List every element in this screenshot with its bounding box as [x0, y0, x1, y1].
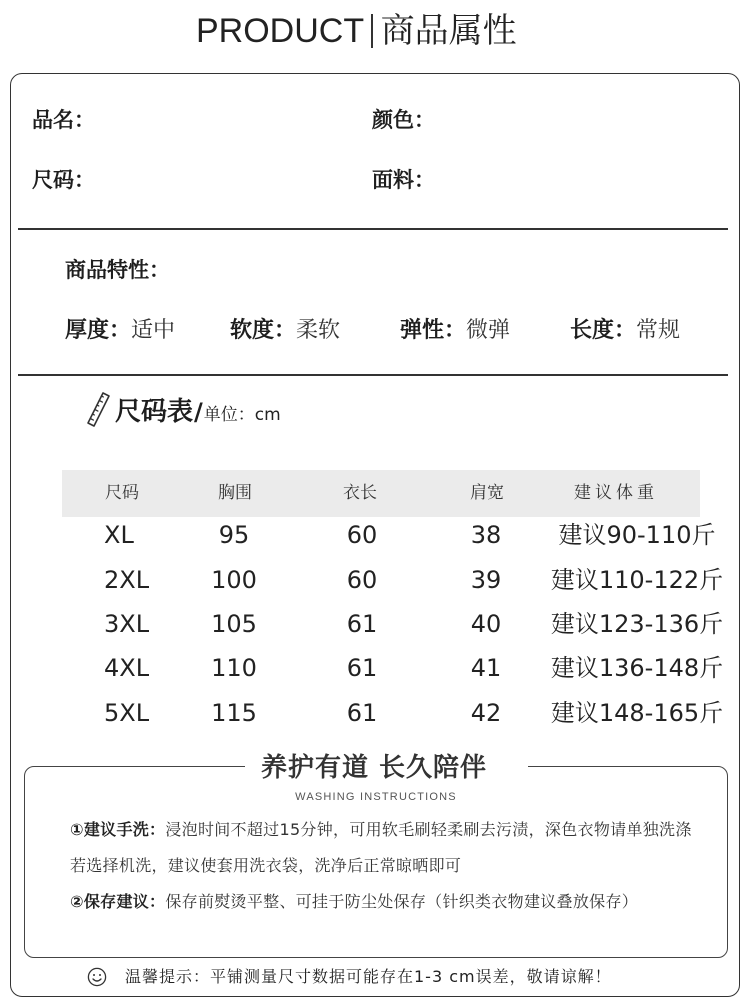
chest-cell: 100 — [211, 566, 257, 594]
chest-cell: 110 — [211, 654, 257, 682]
feature-thickness — [65, 317, 175, 345]
size-cell: 4XL — [104, 654, 150, 682]
smiley-icon — [87, 967, 107, 987]
divider-basic-info — [18, 228, 728, 230]
feature-softness — [230, 317, 340, 345]
shoulder-cell: 39 — [470, 566, 502, 594]
measurement-tip: 温馨提示：平铺测量尺寸数据可能存在1-3 cm误差，敬请谅解！ — [125, 967, 612, 986]
length-cell: 60 — [346, 521, 378, 549]
chest-cell: 115 — [211, 699, 257, 727]
size-chart-title — [115, 396, 281, 428]
ruler-icon — [86, 390, 112, 428]
feature-value: 适中 — [131, 318, 176, 343]
header-separator — [371, 14, 373, 48]
care-storage-text: 保存前熨烫平整、可挂于防尘处保存（针织类衣物建议叠放保存） — [165, 892, 639, 911]
length-cell: 60 — [346, 566, 378, 594]
shoulder-cell: 38 — [470, 521, 502, 549]
care-hand-wash-text: 浸泡时间不超过15分钟，可用软毛刷轻柔刷去污渍，深色衣物请单独洗涤 — [165, 820, 692, 839]
header-title-en: PRODUCT — [196, 12, 365, 50]
length-cell: 61 — [346, 610, 378, 638]
size-cell: 2XL — [104, 566, 150, 594]
care-title: 养护有道 长久陪伴 — [245, 752, 528, 784]
header-title-cn: 商品属性 — [380, 11, 517, 51]
shoulder-cell: 42 — [470, 699, 502, 727]
table-row — [0, 520, 750, 550]
care-storage — [70, 892, 638, 912]
feature-label: 厚度： — [65, 318, 132, 343]
feature-label: 弹性： — [400, 318, 467, 343]
shoulder-cell: 41 — [470, 654, 502, 682]
size-cell: 5XL — [104, 699, 150, 727]
page-header — [196, 11, 517, 51]
care-hand-wash-text-continued: 若选择机洗，建议使套用洗衣袋，洗净后正常晾晒即可 — [70, 856, 462, 875]
shoulder-cell: 40 — [470, 610, 502, 638]
weight-cell: 建议148-165斤 — [550, 699, 724, 727]
care-hand-wash-continued — [70, 856, 461, 876]
length-cell: 61 — [346, 654, 378, 682]
feature-label: 软度： — [230, 318, 297, 343]
size-chart-separator: / — [194, 398, 203, 426]
size-table-header — [0, 470, 750, 517]
column-header-chest: 胸围 — [218, 483, 252, 503]
size-cell: XL — [104, 521, 134, 549]
column-header-length: 衣长 — [343, 483, 377, 503]
product-name-label: 品名： — [32, 108, 95, 132]
care-subtitle: WASHING INSTRUCTIONS — [295, 791, 457, 803]
chest-cell: 105 — [211, 610, 257, 638]
care-hand-wash-label: ①建议手洗： — [70, 820, 166, 839]
features-title: 商品特性： — [65, 258, 170, 282]
table-row — [0, 609, 750, 639]
care-hand-wash — [70, 820, 692, 840]
product-fabric-label: 面料： — [372, 168, 435, 192]
product-color-label: 颜色： — [372, 108, 435, 132]
table-row — [0, 698, 750, 728]
weight-cell: 建议136-148斤 — [550, 654, 724, 682]
table-row — [0, 565, 750, 595]
feature-elasticity — [400, 317, 510, 345]
feature-label: 长度： — [570, 318, 637, 343]
feature-value: 微弹 — [466, 318, 511, 343]
weight-cell: 建议110-122斤 — [550, 566, 724, 594]
column-header-size: 尺码 — [105, 483, 139, 503]
product-size-label: 尺码： — [32, 168, 95, 192]
feature-value: 常规 — [636, 318, 681, 343]
size-chart-heading: 尺码表 — [115, 397, 194, 427]
chest-cell: 95 — [218, 521, 250, 549]
column-header-weight: 建议体重 — [574, 483, 658, 503]
table-row — [0, 653, 750, 683]
size-chart-unit: 单位：cm — [203, 405, 281, 425]
weight-cell: 建议123-136斤 — [550, 610, 724, 638]
feature-value: 柔软 — [296, 318, 341, 343]
feature-length — [570, 317, 680, 345]
care-storage-label: ②保存建议： — [70, 892, 166, 911]
divider-features — [18, 374, 728, 376]
column-header-shoulder: 肩宽 — [470, 483, 504, 503]
weight-cell: 建议90-110斤 — [558, 521, 716, 549]
size-cell: 3XL — [104, 610, 150, 638]
length-cell: 61 — [346, 699, 378, 727]
